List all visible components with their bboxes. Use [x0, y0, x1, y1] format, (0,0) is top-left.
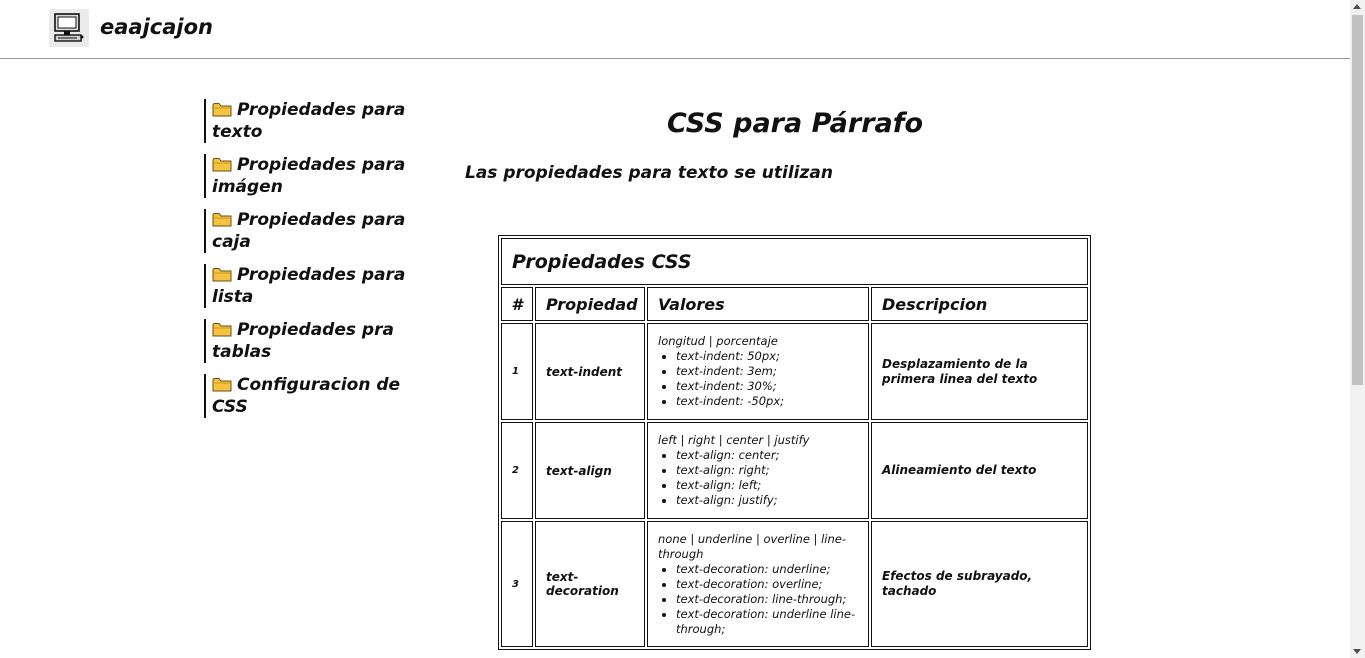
row-values: [647, 422, 869, 519]
sidebar-item-texto[interactable]: [204, 99, 422, 143]
row-values: [647, 323, 869, 420]
table-row: [501, 521, 1088, 647]
column-header-values: Valores: [647, 287, 869, 321]
list-item: • text-indent: -50px;: [676, 394, 858, 409]
sidebar-item-lista[interactable]: [204, 264, 422, 308]
row-number: 1: [501, 323, 533, 420]
column-header-property: Propiedad: [535, 287, 645, 321]
row-number: 3: [501, 521, 533, 647]
values-syntax: none | underline | overline | line-through: [658, 531, 846, 561]
examples-list: [658, 562, 858, 637]
sidebar-item-imagen[interactable]: [204, 154, 422, 198]
folder-icon: [212, 212, 232, 227]
values-syntax: longitud | porcentaje: [658, 334, 778, 348]
folder-icon: [212, 322, 232, 337]
list-item: • text-align: center;: [676, 448, 858, 463]
row-description: Desplazamiento de la primera linea del texto: [871, 323, 1088, 420]
page-title: CSS para Párrafo: [666, 108, 924, 139]
sidebar-item-tablas[interactable]: [204, 319, 422, 363]
folder-icon: [212, 102, 232, 117]
list-item: • text-decoration: underline;: [676, 562, 858, 577]
sidebar-item-configuracion[interactable]: [204, 374, 422, 418]
row-description: Efectos de subrayado, tachado: [871, 521, 1088, 647]
values-syntax: left | right | center | justify: [658, 433, 810, 447]
folder-icon: [212, 377, 232, 392]
list-item: • text-align: justify;: [676, 493, 858, 508]
table-row: [501, 422, 1088, 519]
sidebar-item-label: Propiedades para imágen: [212, 155, 406, 197]
list-item: • text-indent: 3em;: [676, 364, 858, 379]
table-header-row: [501, 287, 1088, 321]
list-item: • text-align: right;: [676, 463, 858, 478]
list-item: • text-decoration: underline line-through;: [676, 607, 858, 637]
intro-text: Las propiedades para texto se utilizan: [465, 163, 833, 183]
list-item: • text-decoration: line-through;: [676, 592, 858, 607]
examples-list: [658, 349, 858, 409]
sidebar-item-label: Propiedades para lista: [212, 265, 406, 307]
sidebar: [204, 99, 434, 429]
list-item: • text-align: left;: [676, 478, 858, 493]
folder-icon: [212, 267, 232, 282]
list-item: • text-indent: 30%;: [676, 379, 858, 394]
site-name[interactable]: eaajcajon: [100, 15, 213, 39]
sidebar-item-label: Propiedades para texto: [212, 100, 406, 142]
table-caption: Propiedades CSS: [501, 238, 1088, 285]
sidebar-item-label: Propiedades para caja: [212, 210, 406, 252]
column-header-number: #: [501, 287, 533, 321]
row-property: text-decoration: [535, 521, 645, 647]
scroll-down-icon[interactable]: [1353, 649, 1361, 654]
computer-icon: [53, 12, 85, 44]
sidebar-item-caja[interactable]: [204, 209, 422, 253]
list-item: • text-decoration: overline;: [676, 577, 858, 592]
logo[interactable]: [49, 9, 89, 47]
properties-table: [498, 235, 1091, 650]
row-description: Alineamiento del texto: [871, 422, 1088, 519]
sidebar-item-label: Configuracion de CSS: [212, 375, 401, 417]
row-property: text-indent: [535, 323, 645, 420]
properties-table-wrapper: [498, 235, 1091, 650]
site-header: [0, 0, 1350, 59]
scroll-thumb[interactable]: [1352, 15, 1363, 385]
column-header-description: Descripcion: [871, 287, 1088, 321]
table-row: [501, 323, 1088, 420]
folder-icon: [212, 157, 232, 172]
row-values: [647, 521, 869, 647]
examples-list: [658, 448, 858, 508]
row-property: text-align: [535, 422, 645, 519]
row-number: 2: [501, 422, 533, 519]
list-item: • text-indent: 50px;: [676, 349, 858, 364]
vertical-scrollbar[interactable]: [1350, 0, 1365, 658]
scroll-up-icon[interactable]: [1353, 4, 1361, 9]
sidebar-item-label: Propiedades pra tablas: [212, 320, 394, 362]
